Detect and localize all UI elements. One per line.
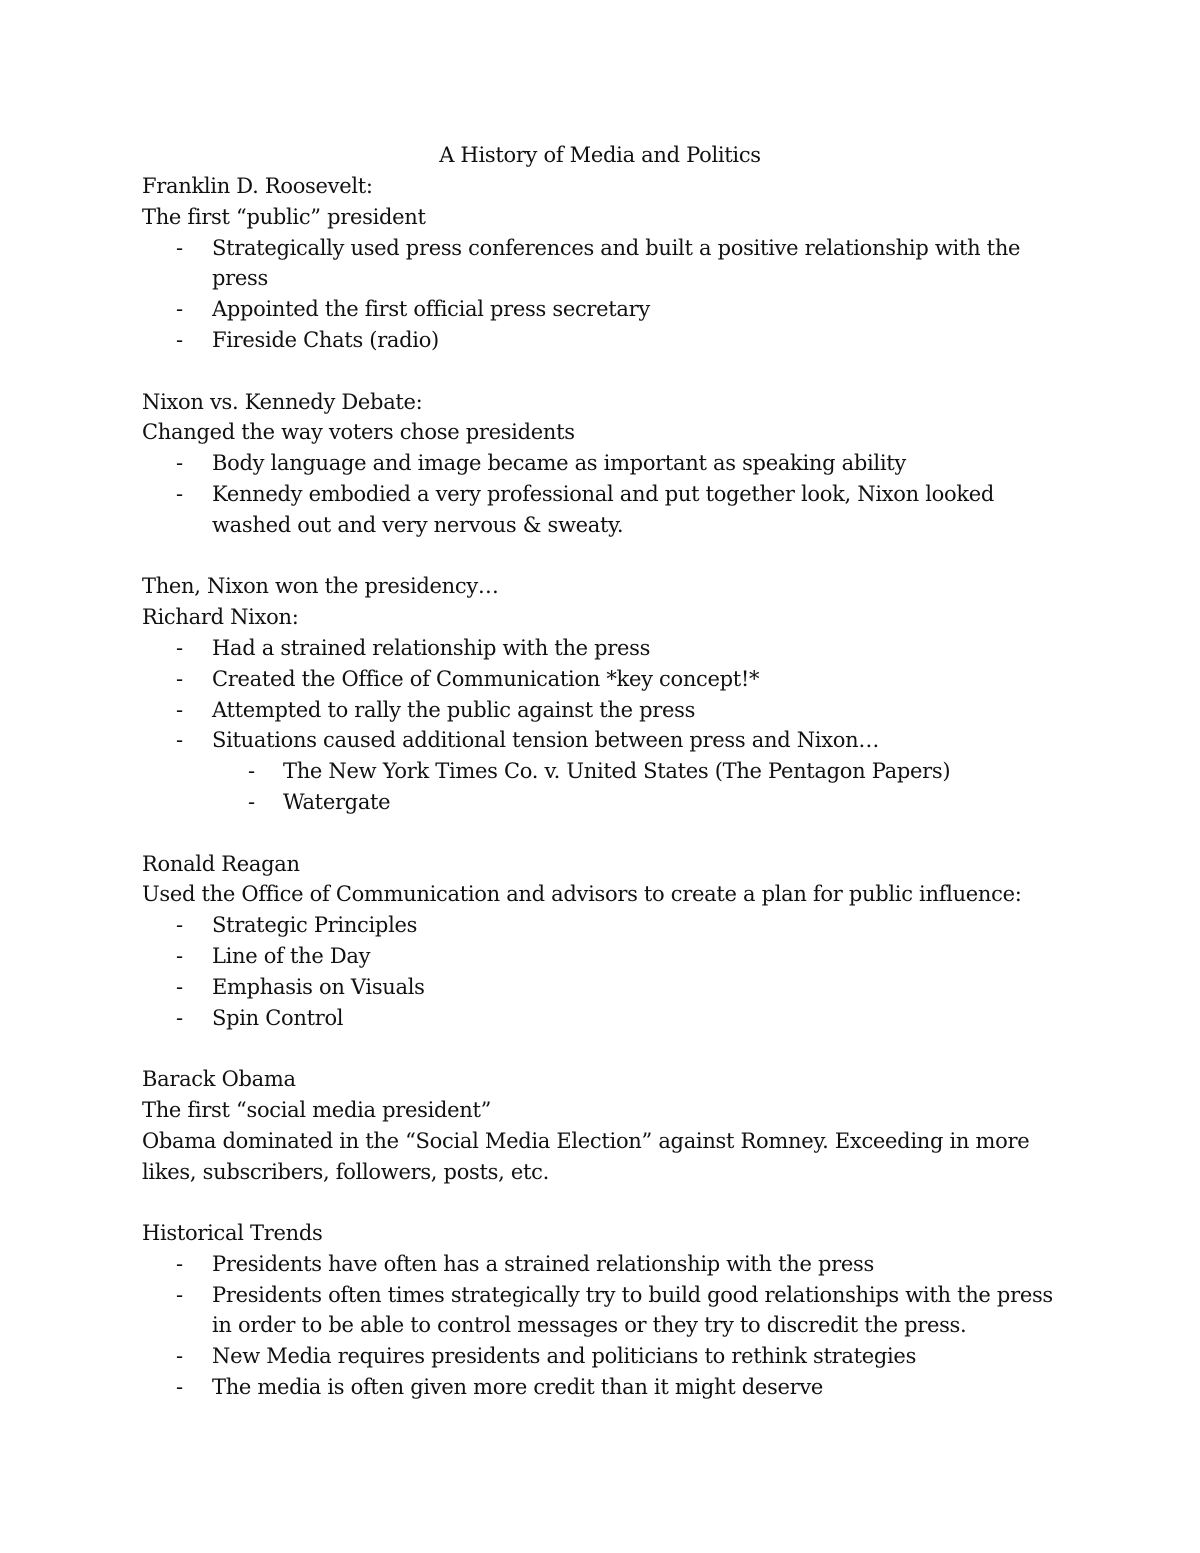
section-text-line: likes, subscribers, followers, posts, etc. (142, 1159, 549, 1184)
sub-bullet-item (142, 787, 1062, 818)
sub-bullet-text: The New York Times Co. v. United States (The Pentagon Papers) (283, 759, 951, 784)
dash-bullet-icon: - (176, 1375, 183, 1400)
sub-bullet-text: Watergate (283, 789, 391, 814)
sub-bullet-item (142, 756, 1062, 787)
dash-bullet-icon: - (176, 327, 183, 352)
bullet-text: Strategic Principles (212, 913, 418, 938)
dash-bullet-icon: - (176, 728, 183, 753)
bullet-text: Appointed the first official press secretary (212, 297, 650, 322)
dash-bullet-icon: - (176, 635, 183, 660)
dash-bullet-icon: - (176, 974, 183, 999)
blank-line (142, 356, 1062, 387)
blank-line (142, 1033, 1062, 1064)
bullet-item (142, 1249, 1062, 1280)
bullet-item (142, 1003, 1062, 1034)
dash-bullet-icon: - (176, 1282, 183, 1307)
section-text-line: Used the Office of Communication and advisors to create a plan for public influence: (142, 882, 1022, 907)
dash-bullet-icon: - (248, 759, 255, 784)
bullet-text: Presidents often times strategically try to build good relationships with the press in order to be able to control messages or they try to discredit the press. (212, 1282, 1053, 1338)
blank-line (142, 541, 1062, 572)
bullet-item (142, 294, 1062, 325)
dash-bullet-icon: - (176, 451, 183, 476)
bullet-text: Fireside Chats (radio) (212, 327, 439, 352)
bullet-item (142, 725, 1062, 756)
dash-bullet-icon: - (176, 297, 183, 322)
bullet-text: Line of the Day (212, 943, 371, 968)
section-heading: Barack Obama (142, 1067, 296, 1092)
section-heading: Historical Trends (142, 1221, 323, 1246)
bullet-text: The media is often given more credit than it might deserve (212, 1375, 824, 1400)
dash-bullet-icon: - (176, 666, 183, 691)
dash-bullet-icon: - (176, 1251, 183, 1276)
bullet-item (142, 233, 1062, 295)
dash-bullet-icon: - (176, 913, 183, 938)
blank-line (142, 818, 1062, 849)
section-text-line: Richard Nixon: (142, 605, 299, 630)
bullet-text: Spin Control (212, 1005, 344, 1030)
dash-bullet-icon: - (176, 943, 183, 968)
section-heading: Franklin D. Roosevelt: (142, 174, 373, 198)
bullet-text: Created the Office of Communication *key concept!* (212, 666, 760, 691)
bullet-item (142, 633, 1062, 664)
bullet-item (142, 1372, 1062, 1403)
bullet-item (142, 1341, 1062, 1372)
document-body (142, 171, 1062, 1403)
bullet-item (142, 695, 1062, 726)
blank-line (142, 1187, 1062, 1218)
bullet-item (142, 910, 1062, 941)
section-text-line: The first “social media president” (142, 1097, 492, 1122)
section-text-line: Obama dominated in the “Social Media Election” against Romney. Exceeding in more (142, 1128, 1030, 1153)
section-heading: Ronald Reagan (142, 851, 300, 876)
bullet-item (142, 479, 1062, 541)
document-title: A History of Media and Politics (439, 143, 761, 167)
bullet-text: Emphasis on Visuals (212, 974, 425, 999)
dash-bullet-icon: - (176, 481, 183, 506)
section-heading: Then, Nixon won the presidency… (142, 574, 499, 599)
dash-bullet-icon: - (176, 235, 183, 260)
bullet-text: Presidents have often has a strained relationship with the press (212, 1251, 874, 1276)
bullet-item (142, 448, 1062, 479)
bullet-item (142, 325, 1062, 356)
bullet-item (142, 664, 1062, 695)
dash-bullet-icon: - (176, 1005, 183, 1030)
bullet-item (142, 972, 1062, 1003)
bullet-item (142, 941, 1062, 972)
dash-bullet-icon: - (248, 789, 255, 814)
section-text-line: The first “public” president (142, 204, 426, 229)
bullet-text: Attempted to rally the public against the press (212, 697, 696, 722)
bullet-text: Body language and image became as important as speaking ability (212, 451, 906, 476)
bullet-item (142, 1280, 1062, 1342)
bullet-text: New Media requires presidents and politicians to rethink strategies (212, 1344, 917, 1369)
dash-bullet-icon: - (176, 697, 183, 722)
dash-bullet-icon: - (176, 1344, 183, 1369)
bullet-text: Had a strained relationship with the press (212, 635, 651, 660)
section-heading: Nixon vs. Kennedy Debate: (142, 389, 423, 414)
bullet-text: Situations caused additional tension between press and Nixon… (212, 728, 880, 753)
bullet-text: Kennedy embodied a very professional and put together look, Nixon looked washed out and very nervous & sweaty. (212, 481, 995, 537)
bullet-text: Strategically used press conferences and built a positive relationship with the press (212, 235, 1021, 291)
section-text-line: Changed the way voters chose presidents (142, 420, 575, 445)
